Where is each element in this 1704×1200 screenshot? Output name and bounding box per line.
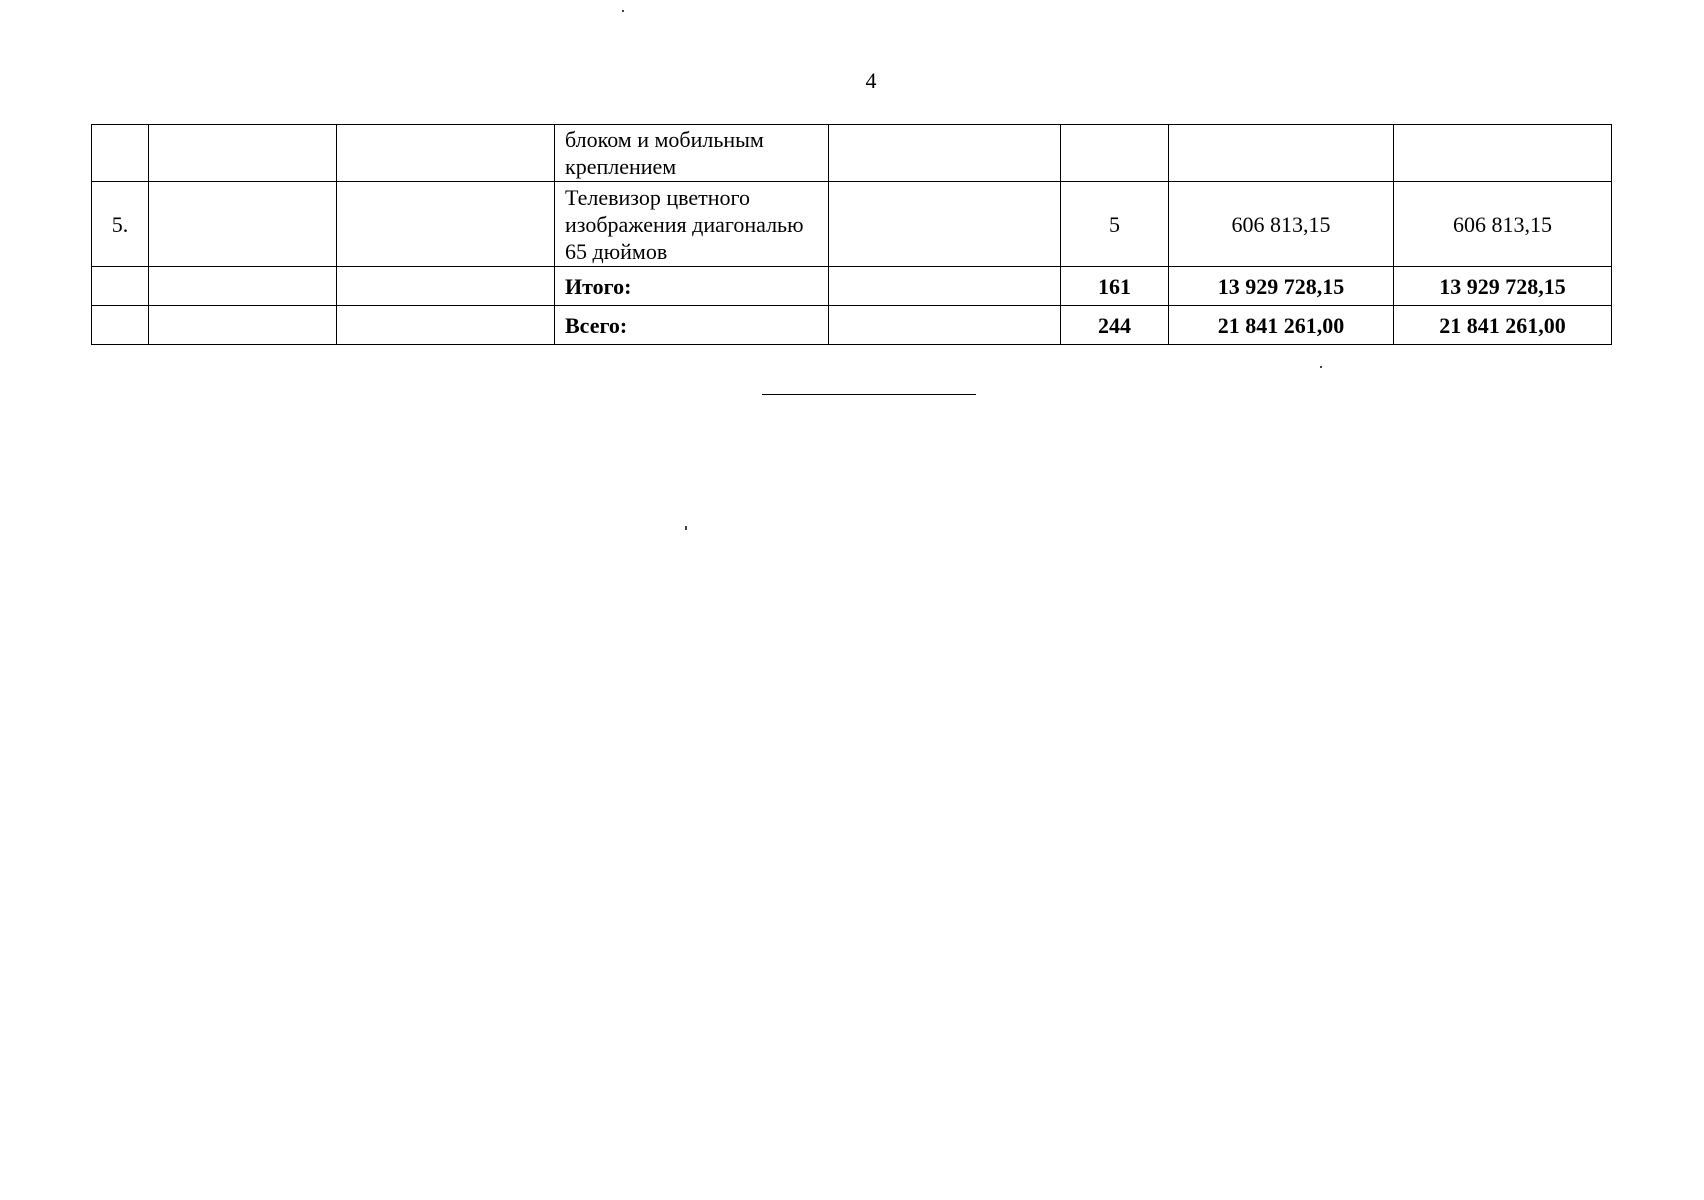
item-name-cell: блоком и мобильным креплением <box>555 125 829 182</box>
subtotal-quantity-cell: 161 <box>1061 267 1169 306</box>
subtotal-price-cell: 13 929 728,15 <box>1169 267 1394 306</box>
empty-cell <box>337 306 555 345</box>
quantity-cell: 5 <box>1061 182 1169 267</box>
scan-speck <box>685 526 687 530</box>
empty-cell <box>149 182 337 267</box>
items-table <box>91 124 1612 345</box>
grandtotal-label-cell: Всего: <box>555 306 829 345</box>
empty-cell <box>149 267 337 306</box>
table-row-continuation <box>92 125 1612 182</box>
empty-cell <box>829 182 1061 267</box>
scan-speck <box>622 10 624 12</box>
empty-cell <box>149 125 337 182</box>
subtotal-sum-cell: 13 929 728,15 <box>1394 267 1612 306</box>
row-number-cell <box>92 267 149 306</box>
sum-cell: 606 813,15 <box>1394 182 1612 267</box>
row-number-cell: 5. <box>92 182 149 267</box>
empty-cell <box>337 267 555 306</box>
grandtotal-quantity-cell: 244 <box>1061 306 1169 345</box>
empty-cell <box>337 182 555 267</box>
scan-speck <box>1320 366 1322 368</box>
quantity-cell <box>1061 125 1169 182</box>
grandtotal-price-cell: 21 841 261,00 <box>1169 306 1394 345</box>
page-number: 4 <box>865 68 877 93</box>
empty-cell <box>829 125 1061 182</box>
empty-cell <box>337 125 555 182</box>
sum-cell <box>1394 125 1612 182</box>
end-separator-line <box>762 394 976 395</box>
table-row-grandtotal <box>92 306 1612 345</box>
price-cell <box>1169 125 1394 182</box>
table-row-subtotal <box>92 267 1612 306</box>
empty-cell <box>829 306 1061 345</box>
row-number-cell <box>92 125 149 182</box>
table-row-item <box>92 182 1612 267</box>
subtotal-label-cell: Итого: <box>555 267 829 306</box>
price-cell: 606 813,15 <box>1169 182 1394 267</box>
empty-cell <box>829 267 1061 306</box>
item-name-cell: Телевизор цветного изображения диагональю 65 дюймов <box>555 182 829 267</box>
grandtotal-sum-cell: 21 841 261,00 <box>1394 306 1612 345</box>
row-number-cell <box>92 306 149 345</box>
empty-cell <box>149 306 337 345</box>
